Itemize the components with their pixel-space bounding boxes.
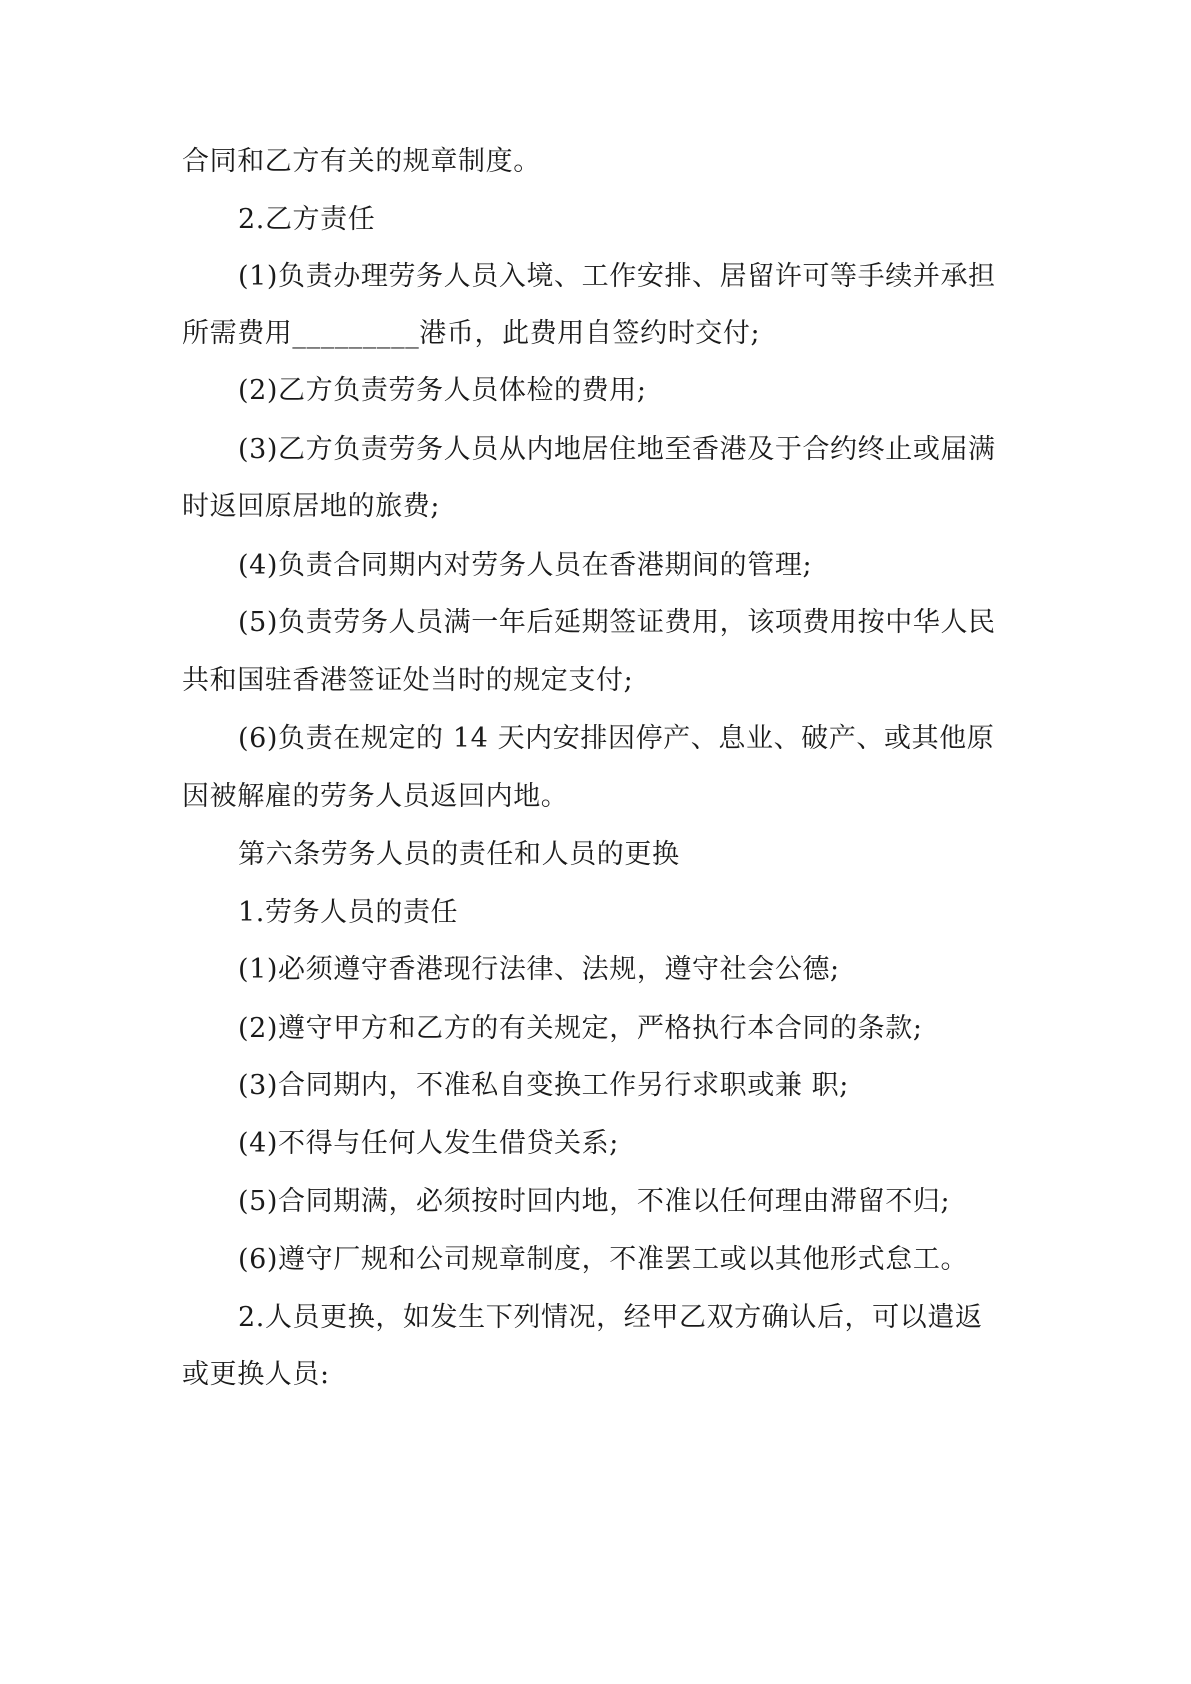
clause-b1-line-1: (1)负责办理劳务人员入境、工作安排、居留许可等手续并承担	[238, 261, 996, 292]
clause-b5-line-2: 共和国驻香港签证处当时的规定支付;	[182, 665, 634, 696]
section-heading-party-b-responsibility: 2.乙方责任	[238, 204, 376, 235]
clause-b5-line-1: (5)负责劳务人员满一年后延期签证费用，该项费用按中华人民	[238, 607, 996, 638]
text-line-1: 合同和乙方有关的规章制度。	[182, 146, 541, 177]
clause-b3-line-2: 时返回原居地的旅费;	[182, 491, 441, 522]
personnel-replacement-line-2: 或更换人员:	[182, 1359, 330, 1390]
section-heading-worker-responsibility: 1.劳务人员的责任	[238, 897, 459, 928]
article-six-heading: 第六条劳务人员的责任和人员的更换	[238, 839, 680, 870]
clause-w1: (1)必须遵守香港现行法律、法规，遵守社会公德;	[238, 954, 840, 985]
clause-b3-line-1: (3)乙方负责劳务人员从内地居住地至香港及于合约终止或届满	[238, 434, 996, 465]
clause-w3: (3)合同期内，不准私自变换工作另行求职或兼 职;	[238, 1070, 849, 1101]
clause-b1-line-2: 所需费用_________港币，此费用自签约时交付;	[182, 318, 761, 349]
clause-b6-line-2: 因被解雇的劳务人员返回内地。	[182, 781, 569, 812]
clause-w5: (5)合同期满，必须按时回内地，不准以任何理由滞留不归;	[238, 1186, 951, 1217]
clause-b6-line-1: (6)负责在规定的 14 天内安排因停产、息业、破产、或其他原	[238, 723, 995, 754]
clause-b2: (2)乙方负责劳务人员体检的费用;	[238, 375, 647, 406]
clause-w4: (4)不得与任何人发生借贷关系;	[238, 1128, 619, 1159]
clause-w2: (2)遵守甲方和乙方的有关规定，严格执行本合同的条款;	[238, 1013, 923, 1044]
personnel-replacement-line-1: 2.人员更换，如发生下列情况，经甲乙双方确认后，可以遣返	[238, 1302, 983, 1333]
clause-b4: (4)负责合同期内对劳务人员在香港期间的管理;	[238, 550, 813, 581]
clause-w6: (6)遵守厂规和公司规章制度，不准罢工或以其他形式怠工。	[238, 1244, 969, 1275]
